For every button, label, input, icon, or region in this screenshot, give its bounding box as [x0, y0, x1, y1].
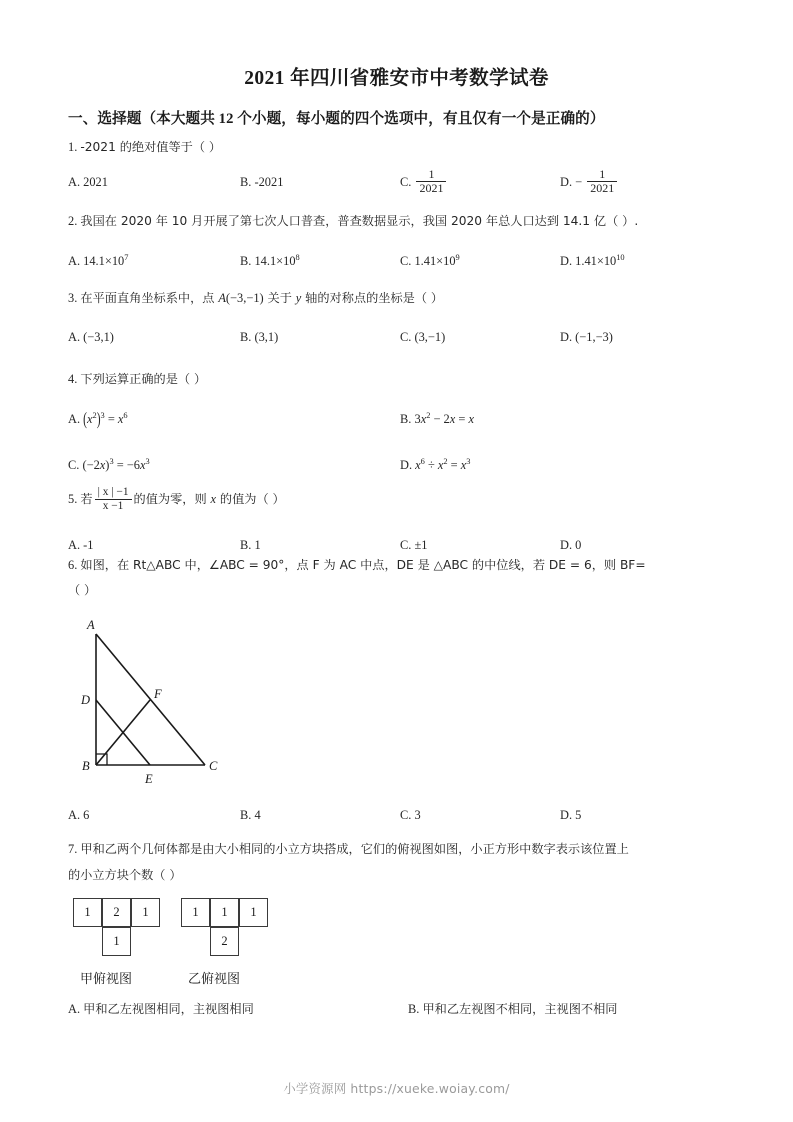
question-1-text: -2021 的绝对值等于（ ）	[80, 140, 222, 154]
vertex-label-E: E	[145, 772, 153, 786]
option-label: D.	[560, 254, 573, 269]
question-2-option-c[interactable]	[400, 253, 460, 269]
fraction-numerator: 1	[599, 167, 606, 181]
option-label: B.	[240, 330, 252, 344]
option-label: C.	[400, 808, 412, 822]
question-7-number: 7.	[68, 842, 78, 856]
exponent: 9	[455, 253, 460, 262]
question-7-top-view-figures	[68, 893, 368, 998]
option-label: A.	[68, 808, 81, 822]
grid-jia-cell-top-center: 2	[102, 898, 131, 927]
option-value: 甲和乙左视图不相同，主视图不相同	[422, 1002, 618, 1016]
grid-yi-cell-top-right: 1	[239, 898, 268, 927]
question-3-option-b[interactable]	[240, 330, 278, 345]
question-1-stem	[68, 138, 758, 157]
section-header: 一、选择题（本大题共 12 个小题，每小题的四个选项中，有且仅有一个是正确的）	[68, 111, 605, 127]
grid-jia-cell-top-left: 1	[73, 898, 102, 927]
question-3	[68, 289, 758, 352]
question-3-text-post: 轴的对称点的坐标是（ ）	[301, 291, 444, 305]
option-value: 3	[414, 808, 421, 822]
vertex-label-F: F	[154, 687, 162, 701]
question-6-option-a[interactable]	[68, 808, 89, 823]
watermark: 小学资源网 https://xueke.woiay.com/	[283, 1081, 510, 1096]
question-6-text: 如图，在 Rt△ABC 中，∠ABC = 90°，点 F 为 AC 中点，DE 是 △ABC 的中位线，若 DE = 6，则 BF=	[80, 558, 646, 572]
option-label: D.	[560, 330, 573, 344]
fraction	[416, 168, 446, 196]
question-2	[68, 212, 758, 275]
option-value: 2021	[83, 175, 108, 189]
option-label: A.	[68, 1002, 81, 1016]
question-7-text: 甲和乙两个几何体都是由大小相同的小立方块搭成，它们的俯视图如图，小正方形中数字表示该位置上	[80, 842, 629, 856]
option-label: C.	[400, 330, 412, 344]
option-label: B.	[240, 537, 252, 552]
option-label: C.	[68, 458, 80, 473]
question-6-stem-line1	[68, 556, 768, 575]
question-3-text-pre: 在平面直角坐标系中，点	[80, 291, 219, 305]
question-4-stem	[68, 370, 758, 389]
grid-yi-cell-top-left: 1	[181, 898, 210, 927]
point-coordinates: (−3,−1)	[225, 291, 264, 305]
question-4-option-d[interactable]	[400, 457, 470, 473]
question-5-option-d[interactable]	[560, 538, 581, 553]
minus-sign: −	[575, 174, 583, 189]
question-2-stem	[68, 212, 758, 231]
question-7-answer-blank: 的小立方块个数（ ）	[68, 868, 182, 882]
exponent: 7	[124, 253, 129, 262]
option-label: A.	[68, 330, 81, 344]
option-value: 5	[575, 808, 582, 822]
question-3-number: 3.	[68, 291, 78, 305]
fraction	[95, 486, 132, 513]
option-value: ±1	[414, 537, 428, 552]
option-label: C.	[400, 254, 412, 269]
option-value: 1.41×10	[414, 254, 456, 269]
question-1-number: 1.	[68, 140, 78, 154]
question-7-stem-line1	[68, 840, 768, 859]
question-4-option-c[interactable]	[68, 457, 150, 473]
fraction-numerator: | x | −1	[97, 486, 129, 498]
option-value: $3x^2 - 2x = x$	[414, 411, 474, 427]
option-label: D.	[400, 458, 413, 473]
question-2-text: 我国在 2020 年 10 月开展了第七次人口普查，普查数据显示，我国 2020 年总人口达到 14.1 亿（ ）.	[80, 214, 639, 228]
option-label: A.	[68, 175, 81, 189]
question-6	[68, 556, 768, 600]
option-label: B.	[240, 175, 252, 189]
question-7	[68, 840, 768, 885]
option-label: B.	[400, 412, 412, 427]
question-6-triangle-figure	[68, 612, 288, 802]
option-value: (3,1)	[254, 330, 279, 344]
question-6-option-c[interactable]	[400, 808, 421, 823]
option-value: 6	[83, 808, 90, 822]
question-5	[68, 487, 758, 560]
option-label: B.	[408, 1002, 420, 1016]
option-value: 1	[254, 537, 261, 552]
point-name: A	[218, 291, 226, 305]
option-value: -1	[83, 537, 94, 552]
question-4-text: 下列运算正确的是（ ）	[80, 372, 207, 386]
fraction-denominator: x −1	[95, 499, 132, 513]
option-label: D.	[560, 808, 573, 822]
fraction-numerator: 1	[428, 167, 435, 181]
option-value: 1.41×10	[575, 254, 617, 269]
exponent: 10	[616, 253, 625, 262]
question-4-number: 4.	[68, 372, 78, 386]
question-4-option-b[interactable]	[400, 411, 474, 427]
question-5-text-pre: 若	[80, 492, 93, 507]
question-6-options	[68, 808, 758, 830]
question-7-stem-line2	[68, 866, 768, 885]
question-3-text-mid: 关于	[263, 291, 296, 305]
question-6-answer-blank: （ ）	[68, 583, 97, 597]
exponent: 8	[295, 253, 300, 262]
option-label: C.	[400, 537, 412, 552]
question-6-stem-line2	[68, 581, 768, 600]
grid-jia-cell-top-right: 1	[131, 898, 160, 927]
option-value: 4	[254, 808, 261, 822]
question-5-text-mid: 的值为零，则	[133, 492, 211, 507]
question-3-option-c[interactable]	[400, 330, 445, 345]
question-3-option-d[interactable]	[560, 330, 613, 345]
question-3-stem	[68, 289, 758, 308]
question-7-options	[68, 1000, 758, 1022]
fraction-denominator: 2021	[416, 181, 446, 195]
option-value: $(x^2)^3 = x^6$	[83, 410, 128, 429]
grid-yi-cell-top-center: 1	[210, 898, 239, 927]
question-1-option-a[interactable]	[68, 175, 108, 190]
question-5-option-a[interactable]	[68, 538, 93, 553]
question-7-option-b[interactable]	[408, 1000, 617, 1017]
triangle-svg	[68, 612, 288, 802]
option-value: (−1,−3)	[575, 330, 613, 344]
grid-jia-label: 甲俯视图	[80, 972, 133, 987]
option-label: D.	[560, 174, 573, 189]
option-value: 0	[575, 537, 582, 552]
option-value: 甲和乙左视图相同，主视图相同	[83, 1002, 254, 1016]
fraction-denominator: 2021	[587, 181, 617, 195]
question-4-option-a[interactable]	[68, 411, 128, 427]
option-label: A.	[68, 537, 81, 552]
vertex-label-C: C	[209, 759, 218, 773]
grid-jia-cell-bottom-center: 1	[102, 927, 131, 956]
question-3-option-a[interactable]	[68, 330, 114, 345]
question-5-text-post: 的值为（ ）	[216, 492, 285, 507]
option-label: A.	[68, 412, 81, 427]
option-label: B.	[240, 808, 252, 822]
grid-yi-cell-bottom-center: 2	[210, 927, 239, 956]
grid-yi-label: 乙俯视图	[188, 972, 241, 987]
question-1-option-b[interactable]	[240, 175, 283, 190]
variable-name: x	[210, 492, 217, 507]
question-5-option-c[interactable]	[400, 538, 427, 553]
option-value: (−3,1)	[83, 330, 114, 344]
option-value: -2021	[254, 175, 284, 189]
question-2-option-d[interactable]	[560, 253, 625, 269]
question-2-number: 2.	[68, 214, 78, 228]
vertex-label-A: A	[87, 618, 95, 632]
question-7-option-a[interactable]	[68, 1000, 254, 1017]
vertex-label-B: B	[82, 759, 90, 773]
question-5-option-b[interactable]	[240, 538, 261, 553]
question-6-option-d[interactable]	[560, 808, 581, 823]
question-2-option-a[interactable]	[68, 253, 128, 269]
axis-name: y	[295, 291, 302, 305]
option-label: B.	[240, 254, 252, 269]
question-6-number: 6.	[68, 558, 78, 572]
option-label: C.	[400, 174, 412, 189]
vertex-label-D: D	[81, 693, 91, 707]
question-2-option-b[interactable]	[240, 253, 300, 269]
question-6-option-b[interactable]	[240, 808, 261, 823]
question-1	[68, 138, 758, 203]
option-value: (3,−1)	[414, 330, 446, 344]
option-value: $(-2x)^3 = -6x^3$	[82, 457, 150, 473]
question-4	[68, 370, 758, 481]
fraction	[587, 168, 617, 196]
question-1-option-c[interactable]	[400, 169, 448, 197]
option-label: A.	[68, 254, 81, 269]
page-title: 2021 年四川省雅安市中考数学试卷	[244, 68, 549, 89]
question-5-number: 5.	[68, 492, 78, 507]
option-label: D.	[560, 537, 573, 552]
option-value: 14.1×10	[254, 254, 296, 269]
option-value: 14.1×10	[83, 254, 125, 269]
question-5-stem	[68, 487, 758, 514]
question-1-option-d[interactable]	[560, 169, 619, 197]
option-value: $x^6 \div x^2 = x^3$	[415, 457, 471, 473]
